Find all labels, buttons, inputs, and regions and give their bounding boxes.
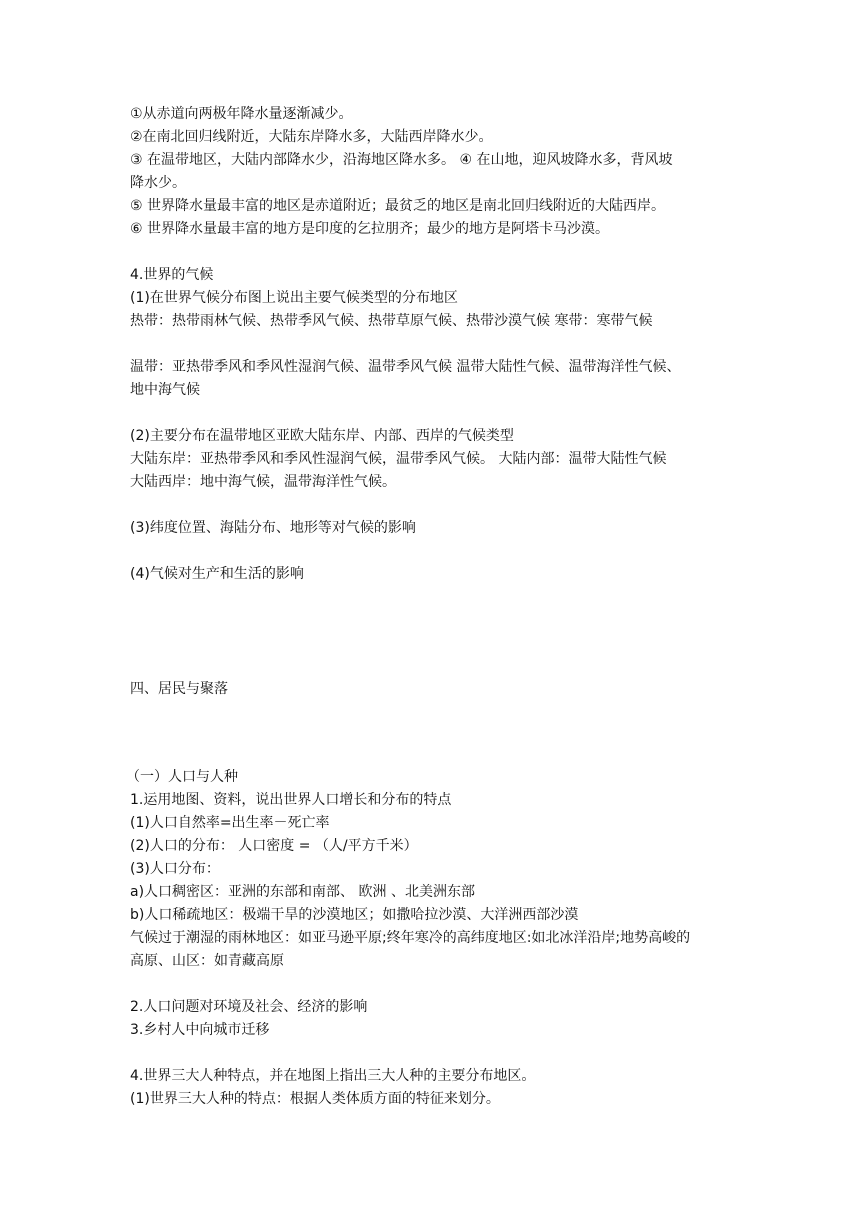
population-item-1: 1.运用地图、资料，说出世界人口增长和分布的特点 bbox=[130, 792, 452, 808]
climate-item-1: (1)在世界气候分布图上说出主要气候类型的分布地区 bbox=[130, 290, 458, 306]
chapter-heading-settlement: 四、居民与聚落 bbox=[130, 681, 228, 697]
precip-rule-3-4: ③ 在温带地区，大陆内部降水少，沿海地区降水多。 ④ 在山地，迎风坡降水多，背风坡 bbox=[130, 152, 673, 168]
population-item-2: 2.人口问题对环境及社会、经济的影响 bbox=[130, 999, 368, 1015]
section-heading-climate: 4.世界的气候 bbox=[130, 267, 214, 283]
dense-areas: a)人口稠密区：亚洲的东部和南部、 欧洲 、北美洲东部 bbox=[130, 884, 475, 900]
climate-west: 大陆西岸：地中海气候，温带海洋性气候。 bbox=[130, 474, 396, 490]
precip-rule-4-cont: 降水少。 bbox=[130, 175, 186, 191]
climate-item-4: (4)气候对生产和生活的影响 bbox=[130, 566, 304, 582]
precip-rule-6: ⑥ 世界降水量最丰富的地方是印度的乞拉朋齐；最少的地方是阿塔卡马沙漠。 bbox=[130, 221, 609, 237]
climate-temperate: 温带：亚热带季风和季风性湿润气候、温带季风气候 温带大陆性气候、温带海洋性气候、 bbox=[130, 359, 681, 375]
population-item-4: 4.世界三大人种特点，并在地图上指出三大人种的主要分布地区。 bbox=[130, 1068, 536, 1084]
sparse-areas-detail-cont: 高原、山区：如青藏高原 bbox=[130, 953, 284, 969]
population-density: (2)人口的分布： 人口密度 = （人/平方千米） bbox=[130, 838, 418, 854]
climate-item-2: (2)主要分布在温带地区亚欧大陆东岸、内部、西岸的气候类型 bbox=[130, 428, 514, 444]
race-characteristics: (1)世界三大人种的特点：根据人类体质方面的特征来划分。 bbox=[130, 1091, 500, 1107]
climate-temperate-cont: 地中海气候 bbox=[130, 382, 200, 398]
subsection-heading-population: （一）人口与人种 bbox=[126, 769, 238, 785]
climate-tropical-frigid: 热带：热带雨林气候、热带季风气候、热带草原气候、热带沙漠气候 寒带：寒带气候 bbox=[130, 313, 653, 329]
sparse-areas-detail: 气候过于潮湿的雨林地区：如亚马逊平原;终年寒冷的高纬度地区:如北冰洋沿岸;地势高峻的 bbox=[130, 930, 691, 946]
precip-rule-2: ②在南北回归线附近，大陆东岸降水多，大陆西岸降水少。 bbox=[130, 129, 493, 145]
climate-east-inland: 大陆东岸：亚热带季风和季风性湿润气候，温带季风气候。 大陆内部：温带大陆性气候 bbox=[130, 451, 667, 467]
sparse-areas: b)人口稀疏地区：极端干旱的沙漠地区；如撒哈拉沙漠、大洋洲西部沙漠 bbox=[130, 907, 579, 923]
population-item-3: 3.乡村人中向城市迁移 bbox=[130, 1022, 270, 1038]
precip-rule-5: ⑤ 世界降水量最丰富的地区是赤道附近；最贫乏的地区是南北回归线附近的大陆西岸。 bbox=[130, 198, 665, 214]
population-distribution: (3)人口分布： bbox=[130, 861, 220, 877]
population-growth-formula: (1)人口自然率=出生率－死亡率 bbox=[130, 815, 330, 831]
precip-rule-1: ①从赤道向两极年降水量逐渐减少。 bbox=[130, 106, 353, 122]
climate-item-3: (3)纬度位置、海陆分布、地形等对气候的影响 bbox=[130, 520, 416, 536]
